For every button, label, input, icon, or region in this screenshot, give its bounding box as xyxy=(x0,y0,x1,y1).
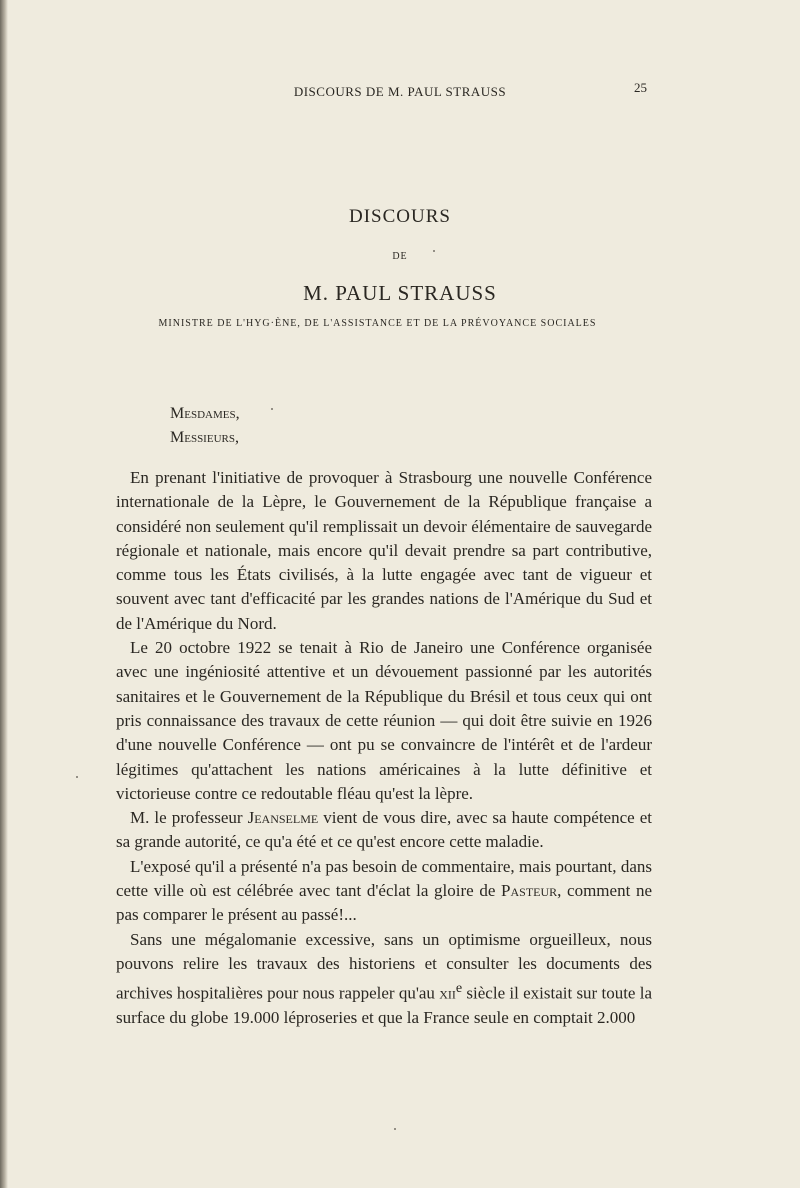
paper-speck xyxy=(76,776,78,778)
speech-title: DISCOURS xyxy=(349,206,451,227)
running-title: DISCOURS DE M. PAUL STRAUSS xyxy=(293,84,507,99)
paper-speck xyxy=(394,1128,396,1130)
salutation-mesdames: Mesdames, xyxy=(170,405,240,422)
p3-name-jeanselme: Jeanselme xyxy=(247,808,319,828)
paper-speck xyxy=(271,408,273,410)
paragraph-2: Le 20 octobre 1922 se tenait à Rio de Janeiro une Conférence organisée avec une ingéniosité attentive et un dévouement passionné par les autorités sanitaires et le Gouvernement de la République du Brésil et tous ceux qui ont pris connaissance des travaux de cette réunion — qui doit être suivie en 1926 d'une nouvelle Conférence — ont pu se convaincre de l'intérêt et de l'ardeur légitimes qu'attachent les nations américaines à la lutte définitive et victorieuse contre ce redoutable fléau qu'est la lèpre. xyxy=(116,638,652,803)
p5-text-end: siècle il existait sur toute la surface du globe 19.000 léproseries et que la France seule en comptait 2.000 xyxy=(116,983,652,1028)
p5-century: xii xyxy=(439,983,456,1003)
paragraph-3 xyxy=(116,806,652,855)
p4-text-start: L'exposé qu'il a présenté n'a pas besoin de commentaire, mais pourtant, dans cette ville où est célébrée avec tant d'éclat la gloire de xyxy=(116,856,652,901)
p3-text-start: M. le professeur xyxy=(130,808,248,828)
p4-text-end: , comment ne pas comparer le présent au passé!... xyxy=(116,881,652,925)
p4-name-pasteur: Pasteur xyxy=(501,881,558,901)
paper-speck xyxy=(433,250,435,252)
p5-century-suffix: e xyxy=(455,980,463,997)
author-function: MINISTRE DE L'HYG·ÈNE, DE L'ASSISTANCE ET DE LA PRÉVOYANCE SOCIALES xyxy=(158,318,597,329)
page-number: 25 xyxy=(634,80,647,95)
paragraph-1: En prenant l'initiative de provoquer à Strasbourg une nouvelle Conférence internationale de la Lèpre, le Gouvernement de la République française a considéré non seulement qu'il remplissait un devoir élémentaire de sauvegarde régionale et nationale, mais encore qu'il devait prendre sa part contributive, comme tous les États civilisés, à la lutte engagée avec tant de vigueur et souvent avec tant d'efficacité par les grandes nations de l'Amérique du Sud et de l'Amérique du Nord. xyxy=(116,468,652,633)
p5-text-start: Sans une mégalomanie excessive, sans un optimisme orgueilleux, nous pouvons relire les travaux des historiens et consulter les documents des archives hospitalières pour nous rappeler qu'au xyxy=(116,929,652,1003)
paragraph-5 xyxy=(116,928,652,1031)
paragraph-4 xyxy=(116,855,652,928)
page-spine-shadow xyxy=(0,0,8,1188)
speech-body xyxy=(116,466,652,1030)
p3-text-end: vient de vous dire, avec sa haute compétence et sa grande autorité, ce qu'a été et ce qu'est encore cette maladie. xyxy=(116,808,652,852)
title-connector: DE xyxy=(392,251,408,262)
speech-author: M. PAUL STRAUSS xyxy=(303,281,497,305)
salutation-messieurs: Messieurs, xyxy=(170,429,239,446)
